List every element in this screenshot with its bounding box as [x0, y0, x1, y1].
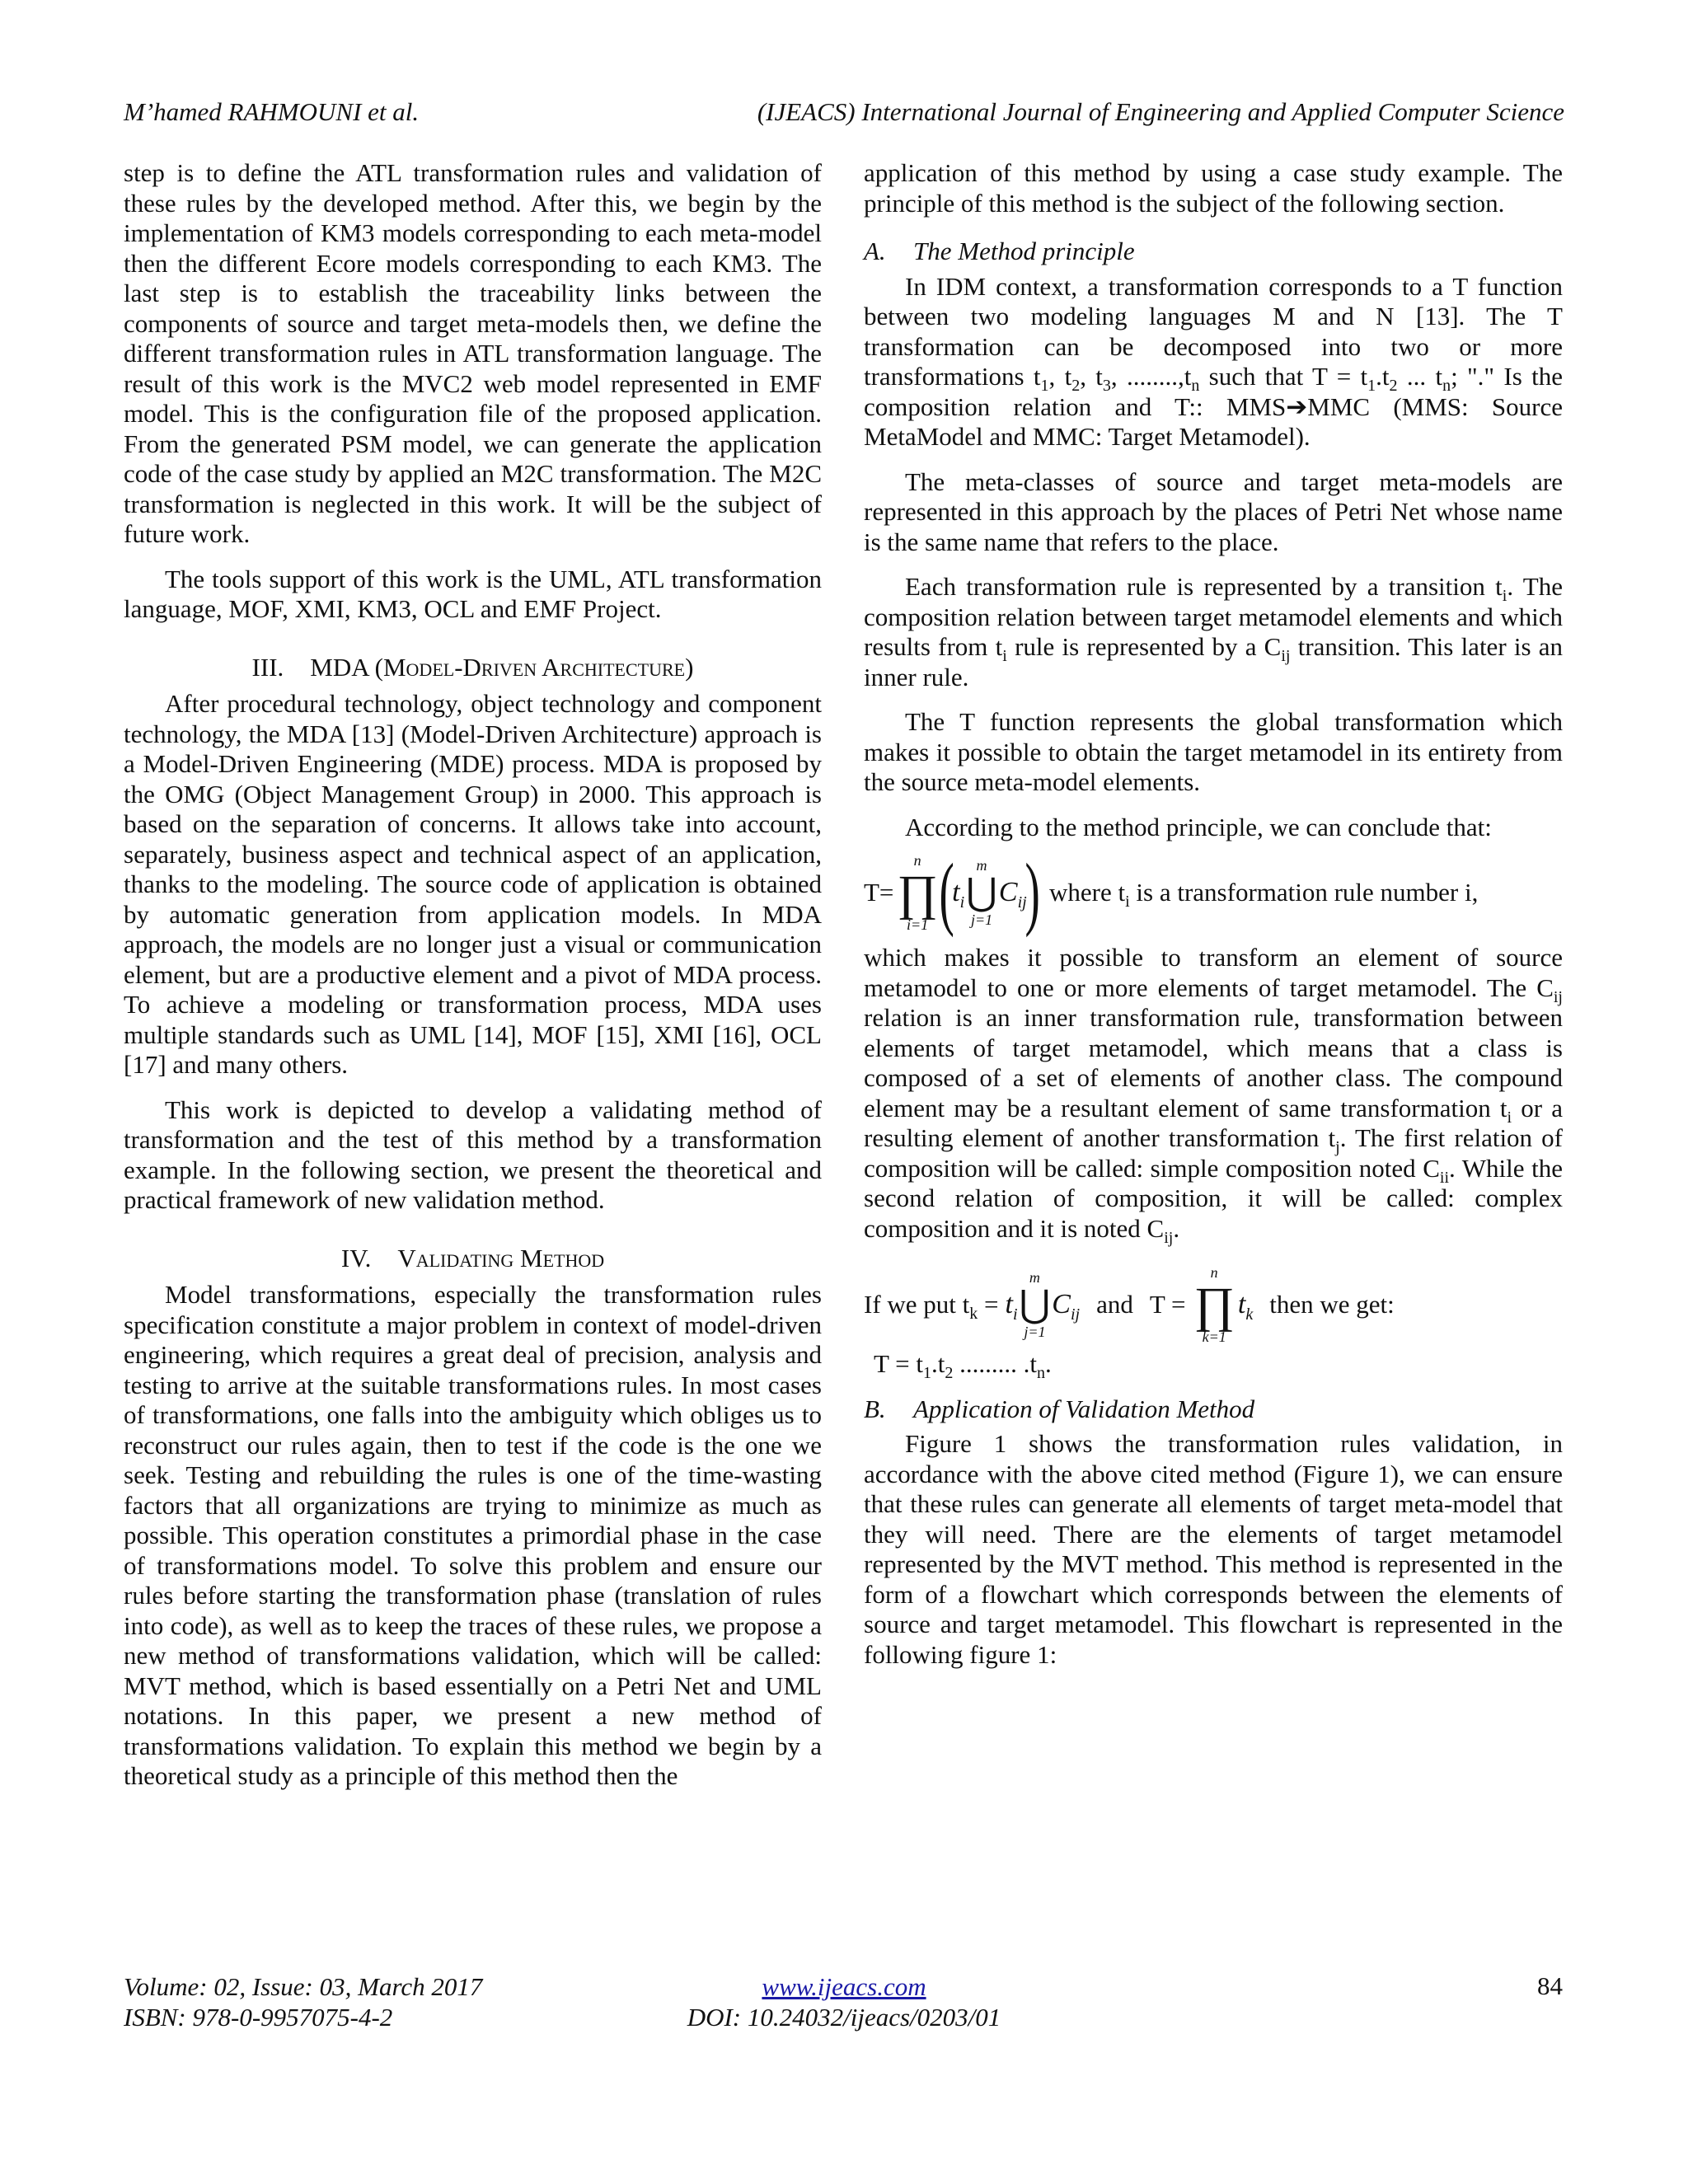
paragraph: According to the method principle, we can conclude that: [905, 812, 1492, 841]
paragraph: Figure 1 shows the transformation rules validation, in accordance with the above cited method (Figure 1), we can ensure that these rules can generate all elements of target meta-model that they will need. There are the elements of target metamodel represented by the MVT method. This method is represented in the form of a flowchart which corresponds between the elements of source and target metamodel. This flowchart is represented in the following figure 1: [864, 1429, 1563, 1669]
paragraph: application of this method by using a case study example. The principle of this method is the subject of the following section. [864, 158, 1563, 218]
paragraph: Each transformation rule is represented by a transition $t_i$. The composition relation between target metamodel elements and which results from $t_i$ rule is represented by a $C_{ij}$ transition. This later is an inner rule. [864, 572, 1564, 691]
footer-center [0, 1971, 1688, 2032]
subsection-title: The Method principle [913, 237, 1135, 265]
formula-global-transformation: T= n ∏ i=1 ( $t_i$ m ⋃ j=1 $C_{ij}$ ) where $t_i$ is a transformation rule number i, [864, 846, 1479, 938]
paragraph: After procedural technology, object technology and component technology, the MDA [13] (Model-Driven Architecture) approach is a Model-Driven Engineering (MDE) process. MDA is proposed by the OMG (Object Management Group) in 2000. This approach is based on the separation of concerns. It allows take into account, separately, business aspect and technical aspect of an application, thanks to the modeling. The source code of application is obtained by automatic generation from application models. In MDA approach, the models are no longer just a visual or communication element, but are a productive element and a pivot of MDA process. To achieve a modeling or transformation process, MDA uses multiple standards such as UML [14], MOF [15], XMI [16], OCL [17] and many others. [124, 689, 822, 1079]
left-column [124, 158, 822, 1807]
subsection-letter: B. [864, 1394, 886, 1423]
paragraph: The T function represents the global transformation which makes it possible to obtain the target metamodel in its entirety from the source meta-model elements. [864, 707, 1563, 796]
running-header-authors: M’hamed RAHMOUNI et al. [124, 97, 420, 126]
section-heading-validating-method [124, 1244, 822, 1274]
paragraph: which makes it possible to transform an element of source metamodel to one or more elements of target metamodel. The $C_{ij}$ relation is an inner transformation rule, transformation between elements of target metamodel, which means that a class is composed of a set of elements of another class. The compound element may be a resultant element of same transformation $t_i$ or a resulting element of another transformation $t_j$. The first relation of composition will be called: simple composition noted $C_{ii}$. While the second relation of composition, it will be called: complex composition and it is noted $C_{ij}$. [864, 943, 1564, 1247]
journal-website-link[interactable]: www.ijeacs.com [762, 1972, 926, 2001]
section-heading-mda [124, 653, 822, 683]
section-title: Validating Method [397, 1243, 605, 1272]
paragraph: step is to define the ATL transformation rules and validation of these rules by the developed method. After this, we begin by the implementation of KM3 models corresponding to each meta-model then the different Ecore models corresponding to each KM3. The last step is to establish the traceability links between the components of source and target meta-models then, we define the different transformation rules in ATL transformation language. The result of this work is the MVC2 web model represented in EMF model. This is the configuration file of the proposed application. From the generated PSM model, we can generate the application code of the case study by applied an M2C transformation. The M2C transformation is neglected in this work. It will be the subject of future work. [124, 158, 822, 548]
paragraph: In IDM context, a transformation corresponds to a T function between two modeling languages M and N [13]. The T transformation can be decomposed into two or more transformations $t_1$, $t_2$, $t_3$, $........,t_n$ such that $T = t_1.t_2$ ... $t_n$; "." Is the composition relation and T:: MMS➔MMC (MMS: Source MetaModel and MMC: Target Metamodel). [864, 271, 1563, 451]
subsection-title: Application of Validation Method [913, 1394, 1255, 1423]
subsection-heading-b [864, 1394, 1563, 1425]
footer-doi: DOI: 10.24032/ijeacs/0203/01 [687, 2003, 1001, 2032]
section-number: IV. [340, 1243, 372, 1272]
footer-volume: Volume: 02, Issue: 03, March 2017 [124, 1972, 483, 2001]
paragraph: Model transformations, especially the transformation rules specification constitute a major problem in context of model-driven engineering, which requires a great deal of precision, analysis and testing to arrive at the suitable transformations rules. In most cases of transformations, one falls into the ambiguity which obliges us to reconstruct our rules again, then to test if the code is the one we seek. Testing and rebuilding the rules is one of the time-wasting factors that all organizations are trying to minimize as much as possible. This operation constitutes a primordial phase in the case of transformations model. To solve this problem and ensure our rules before starting the transformation phase (translation of rules into code), as well as to keep the traces of these rules, we propose a new method of transformations validation, which will be called: MVT method, which is based essentially on a Petri Net and UML notations. In this paper, we present a new method of transformations validation. To explain this method we begin by a theoretical study as a principle of this method then the [124, 1280, 822, 1790]
product-operator: n ∏ i=1 [897, 852, 938, 933]
running-header-journal: (IJEACS) International Journal of Engineering and Applied Computer Science [757, 97, 1564, 126]
right-column [864, 158, 1563, 1685]
right-arrow-icon: ➔ [1286, 391, 1308, 421]
paragraph: This work is depicted to develop a validating method of transformation and the test of this method by a transformation example. In the following section, we present the theoretical and practical framework of new validation method. [124, 1094, 822, 1214]
product-operator: n ∏ k=1 [1193, 1264, 1235, 1345]
section-number: III. [251, 652, 284, 682]
union-operator: m ⋃ j=1 [1019, 1269, 1051, 1340]
union-operator: m ⋃ j=1 [966, 857, 997, 928]
subsection-letter: A. [864, 237, 886, 265]
formula-composition-result: $T = t_1.t_2$ ......... $.t_n$. [874, 1349, 1052, 1383]
formula-tk-definition: If we put $t_k$ = $t_i$ m ⋃ j=1 $C_{ij}$ and T = n ∏ k=1 $t_k$ then we get: [864, 1264, 1395, 1345]
paragraph: The meta-classes of source and target meta-models are represented in this approach by the places of Petri Net whose name is the same name that refers to the place. [864, 466, 1563, 556]
section-title: MDA (Model-Driven Architecture) [310, 652, 694, 682]
subsection-heading-a [864, 237, 1563, 267]
paragraph: The tools support of this work is the UML, ATL transformation language, MOF, XMI, KM3, OCL and EMF Project. [124, 564, 822, 623]
page-number: 84 [1537, 1971, 1563, 2000]
footer-isbn: ISBN: 978-0-9957075-4-2 [124, 2003, 393, 2032]
